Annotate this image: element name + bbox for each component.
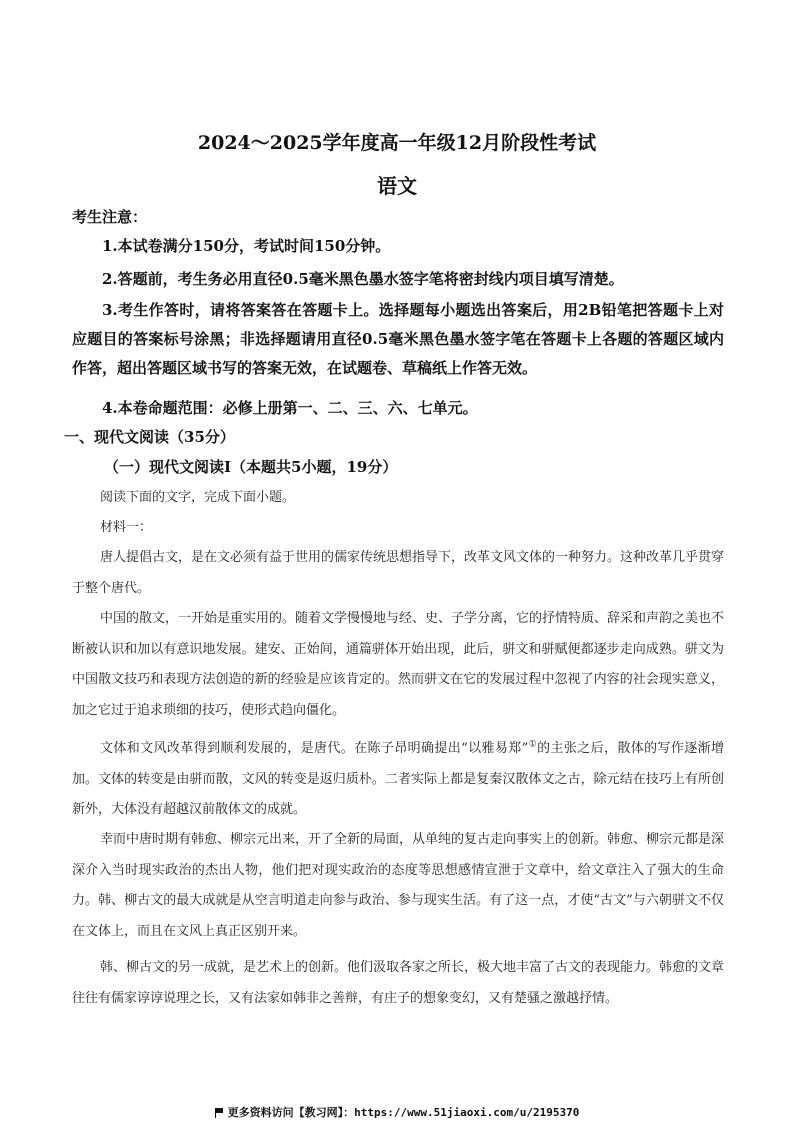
subsection-title: （一）现代文阅读Ⅰ（本题共5小题，19分）	[104, 458, 398, 476]
material-label: 材料一：	[100, 520, 153, 535]
paragraph-3-part-b: 的主张之后，散体的写作逐渐增加。文体的转变是由骈而散，文风的转变是返归质朴。二者实际上都是复秦汉散体文之古，除元结在技巧上有所创新外，大体没有超越汉前散体文的成就。	[72, 741, 724, 817]
paragraph-3-part-a: 文体和文风改革得到顺利发展的，是唐代。在陈子昂明确提出“以雅易郑”	[100, 741, 529, 756]
footer-link[interactable]: 更多资料访问【教习网】：https://www.51jiaoxi.com/u/2195370	[227, 1106, 580, 1119]
reading-instruction: 阅读下面的文字，完成下面小题。	[100, 490, 296, 505]
paragraph-5: 韩、柳古文的另一成就，是艺术上的创新。他们汲取各家之所长，极大地丰富了古文的表现能力。韩愈的文章往往有儒家谆谆说理之长，又有法家如韩非之善辩，有庄子的想象变幻，又有楚骚之激越抒情。	[72, 960, 725, 1006]
paragraph-3	[72, 734, 724, 826]
notice-item-4: 4.本卷命题范围：必修上册第一、二、三、六、七单元。	[102, 399, 478, 417]
notice-item-2: 2.答题前，考生务必用直径0.5毫米黑色墨水签字笔将密封线内项目填写清楚。	[102, 270, 624, 288]
notice-item-1: 1.本试卷满分150分，考试时间150分钟。	[102, 237, 391, 255]
section-title: 一、现代文阅读（35分）	[64, 428, 235, 446]
paragraph-2: 中国的散文，一开始是重实用的。随着文学慢慢地与经、史、子学分离，它的抒情特质、辞采和声韵之美也不断被认识和加以有意识地发展。建安、正始间，通篇骈体开始出现，此后，骈文和骈赋便都逐步走向成熟。骈文为中国散文技巧和表现方法创造的新的经验是应该肯定的。然而骈文在它的发展过程中忽视了内容的社会现实意义，加之它过于追求琐细的技巧，使形式趋向僵化。	[72, 611, 725, 718]
notice-item-3: 3.考生作答时，请将答案答在答题卡上。选择题每小题选出答案后，用2B铅笔把答题卡上对应题目的答案标号涂黑；非选择题请用直径0.5毫米黑色墨水签字笔在答题卡上各题的答题区域内作答，超出答题区域书写的答案无效，在试题卷、草稿纸上作答无效。	[72, 301, 724, 377]
flag-icon	[215, 1108, 224, 1117]
exam-title: 2024～2025学年度高一年级12月阶段性考试	[197, 132, 597, 154]
footnote-marker: ①	[528, 739, 538, 750]
subject-title: 语文	[377, 174, 417, 198]
paragraph-4: 幸而中唐时期有韩愈、柳宗元出来，开了全新的局面，从单纯的复古走向事实上的创新。韩愈、柳宗元都是深深介入当时现实政治的杰出人物，他们把对现实政治的态度等思想感情宣泄于文章中，给文章注入了强大的生命力。韩、柳古文的最大成就是从空言明道走向参与政治、参与现实生活。有了这一点，才使“古文”与六朝骈文不仅在文体上，而且在文风上真正区别开来。	[72, 832, 725, 939]
notice-heading: 考生注意：	[72, 208, 148, 226]
footer	[0, 1104, 794, 1120]
paragraph-1: 唐人提倡古文，是在文必须有益于世用的儒家传统思想指导下，改革文风文体的一种努力。这种改革几乎贯穿于整个唐代。	[72, 550, 725, 596]
